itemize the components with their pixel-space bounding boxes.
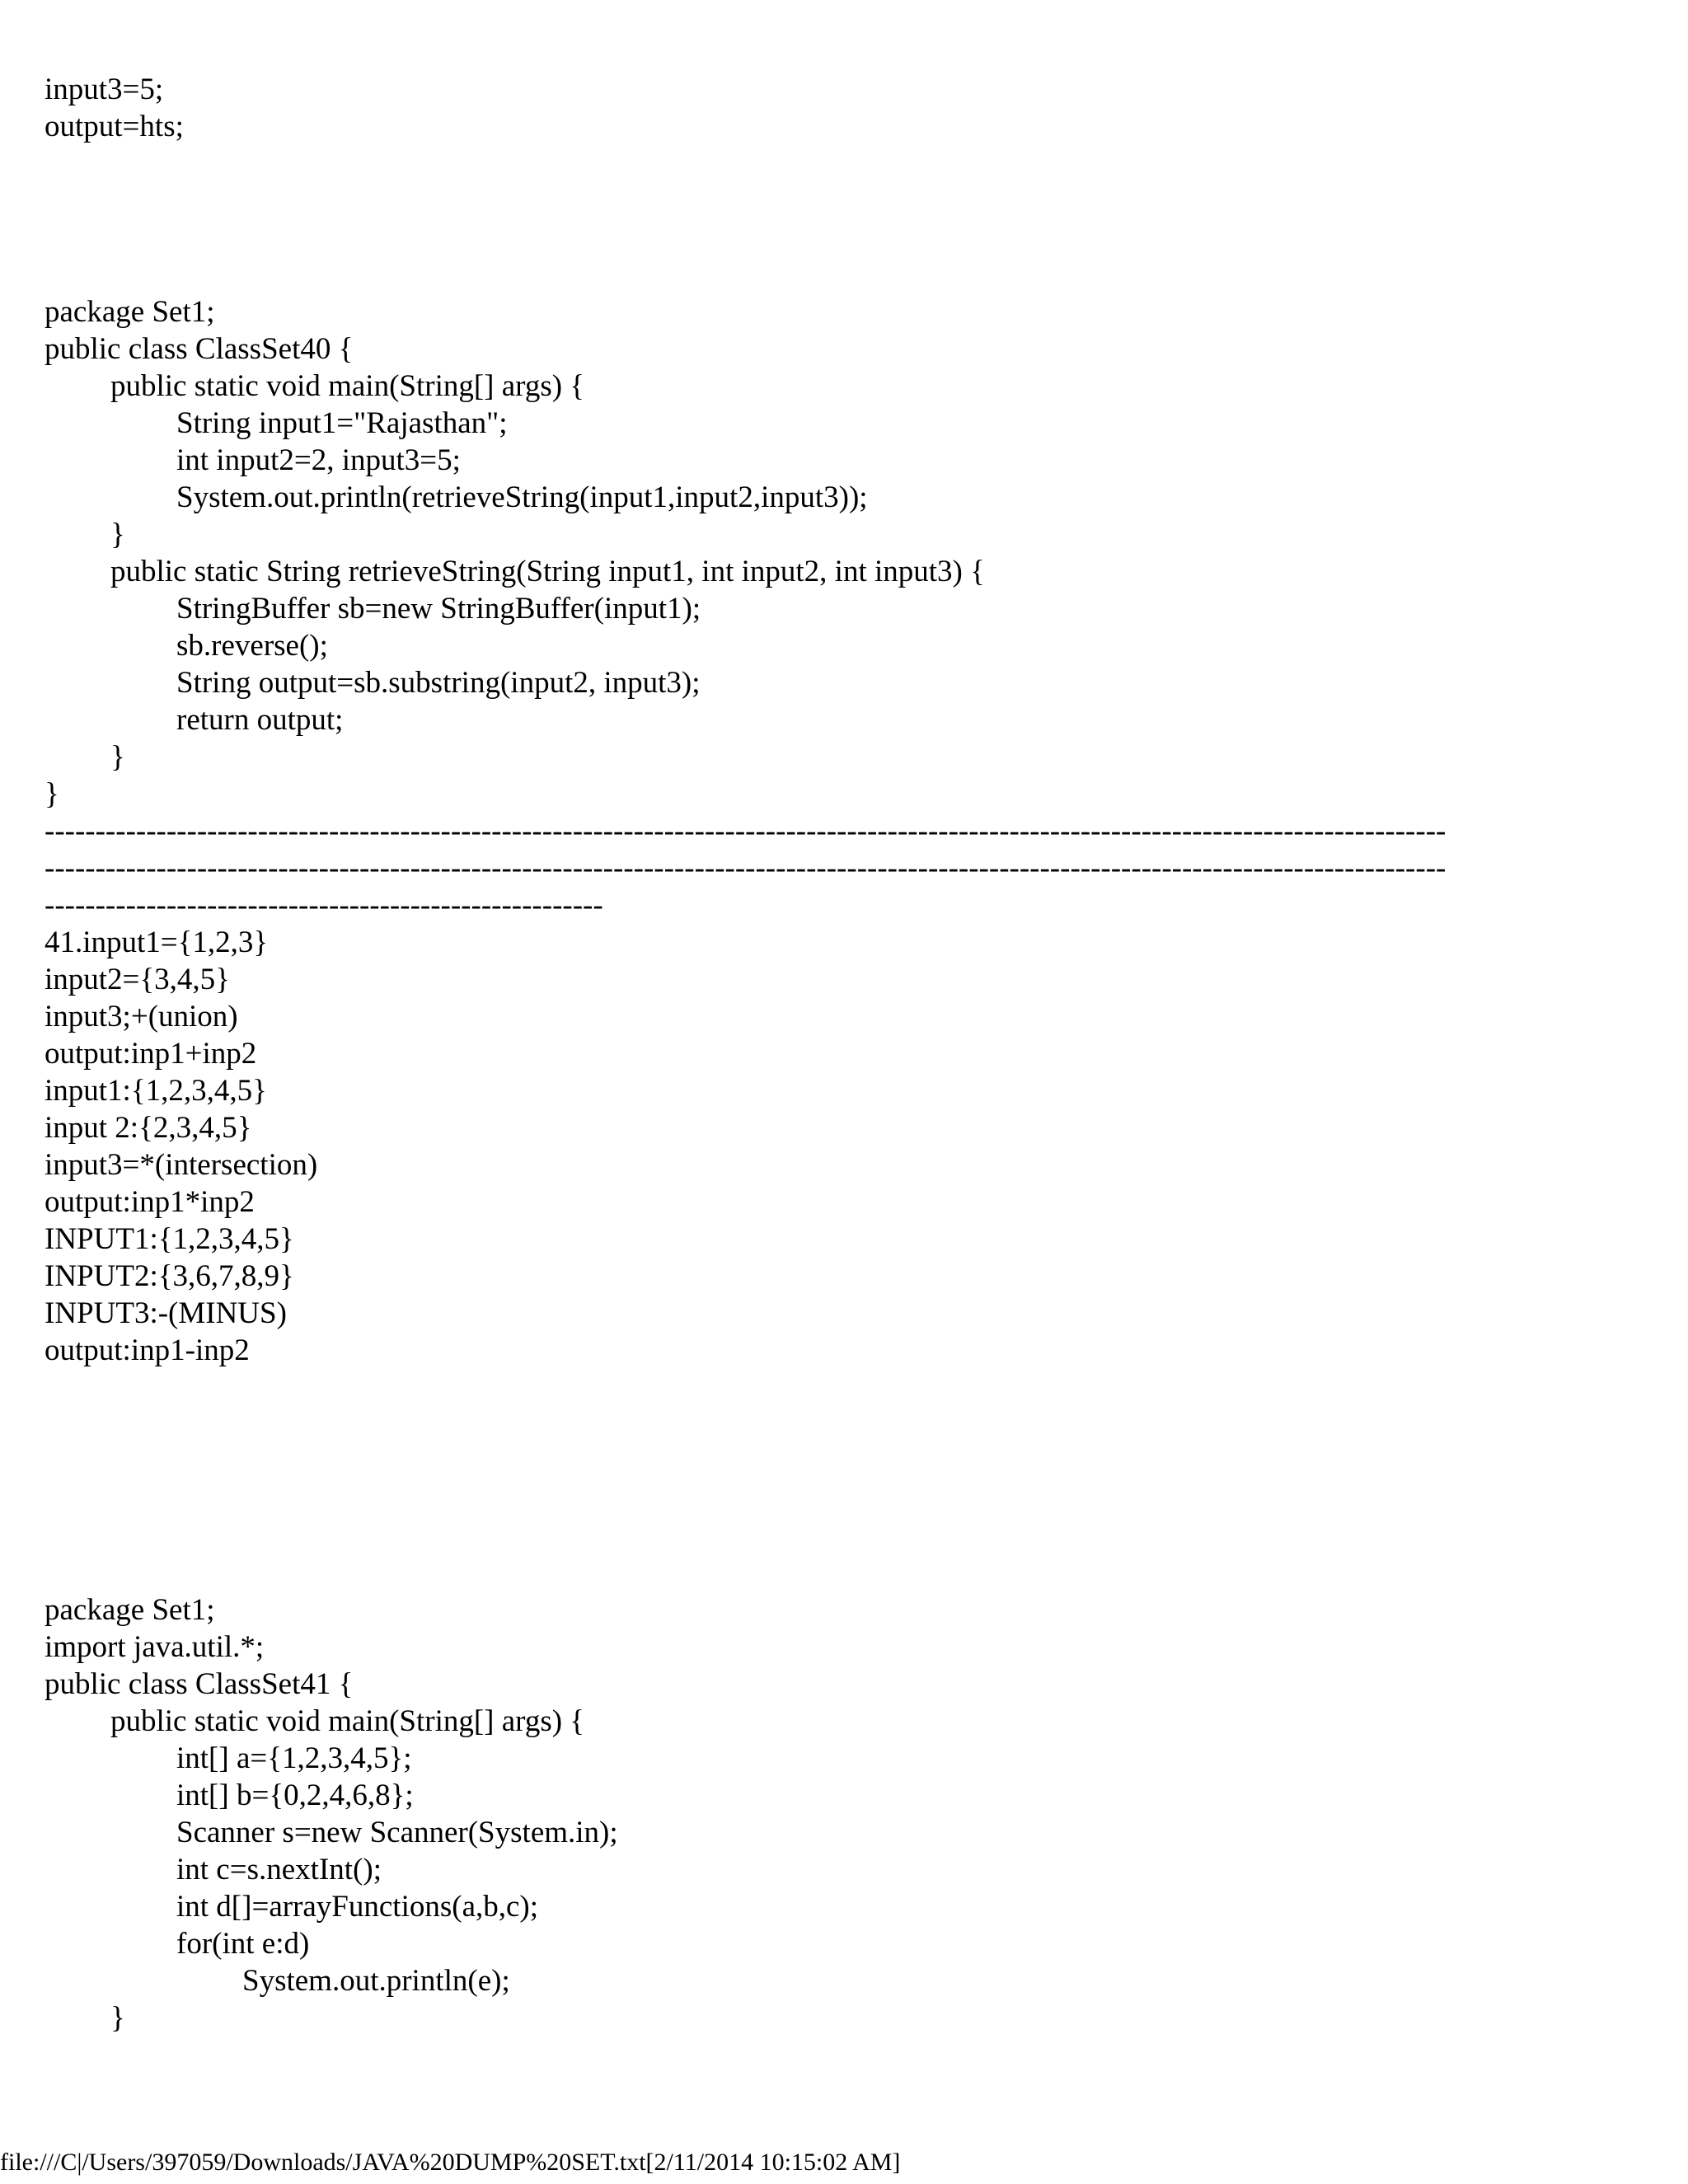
text-line: int input2=2, input3=5;: [176, 443, 461, 477]
text-line: String output=sb.substring(input2, input3);: [176, 666, 701, 700]
text-line: }: [110, 2001, 125, 2035]
text-line: 41.input1={1,2,3}: [45, 926, 269, 959]
blank-line: [45, 182, 1660, 219]
text-line: input3;+(union): [45, 1000, 238, 1033]
blank-line: [45, 1480, 1660, 1517]
text-line: Scanner s=new Scanner(System.in);: [176, 1816, 618, 1849]
separator-line: ------------------------------------------------------------------------------------------------------------------------------------------: [45, 814, 1447, 848]
separator-line: -------------------------------------------------------: [45, 888, 603, 922]
text-line: input3=*(intersection): [45, 1148, 318, 1182]
document-body: [45, 71, 1660, 2036]
text-line: public static void main(String[] args) {: [110, 1704, 585, 1738]
text-line: System.out.println(e);: [242, 1964, 510, 1998]
text-line: public static String retrieveString(String input1, int input2, int input3) {: [110, 555, 985, 588]
text-line: public static void main(String[] args) {: [110, 369, 585, 403]
text-line: input3=5;: [45, 73, 164, 106]
text-line: System.out.println(retrieveString(input1,input2,input3));: [176, 480, 868, 514]
print-footer: file:///C|/Users/397059/Downloads/JAVA%20DUMP%20SET.txt[2/11/2014 10:15:02 AM]: [0, 2149, 901, 2176]
blank-line: [45, 1554, 1660, 1591]
text-line: int d[]=arrayFunctions(a,b,c);: [176, 1890, 539, 1924]
text-line: input 2:{2,3,4,5}: [45, 1111, 252, 1145]
text-line: for(int e:d): [176, 1927, 310, 1961]
text-line: int[] a={1,2,3,4,5};: [176, 1741, 412, 1775]
text-line: INPUT3:-(MINUS): [45, 1296, 287, 1330]
text-line: input2={3,4,5}: [45, 963, 230, 996]
text-line: int[] b={0,2,4,6,8};: [176, 1779, 414, 1812]
text-line: INPUT1:{1,2,3,4,5}: [45, 1222, 294, 1256]
blank-line: [45, 145, 1660, 182]
blank-line: [45, 1517, 1660, 1554]
text-line: output:inp1*inp2: [45, 1185, 255, 1219]
blank-line: [45, 1443, 1660, 1480]
text-line: output:inp1-inp2: [45, 1333, 250, 1367]
text-line: StringBuffer sb=new StringBuffer(input1);: [176, 592, 701, 626]
text-line: output=hts;: [45, 110, 184, 143]
text-line: public class ClassSet40 {: [45, 332, 354, 366]
text-line: }: [110, 518, 125, 551]
text-line: INPUT2:{3,6,7,8,9}: [45, 1259, 294, 1293]
text-line: int c=s.nextInt();: [176, 1853, 382, 1886]
text-line: String input1="Rajasthan";: [176, 406, 508, 440]
text-line: }: [110, 740, 125, 774]
text-line: import java.util.*;: [45, 1630, 265, 1664]
text-line: sb.reverse();: [176, 629, 328, 663]
text-line: public class ClassSet41 {: [45, 1667, 354, 1701]
blank-line: [45, 1369, 1660, 1406]
blank-line: [45, 219, 1660, 256]
blank-line: [45, 256, 1660, 293]
text-line: input1:{1,2,3,4,5}: [45, 1074, 267, 1108]
text-line: return output;: [176, 703, 344, 737]
text-line: output:inp1+inp2: [45, 1037, 257, 1071]
text-line: package Set1;: [45, 1593, 215, 1627]
separator-line: ------------------------------------------------------------------------------------------------------------------------------------------: [45, 851, 1447, 885]
blank-line: [45, 1406, 1660, 1443]
text-line: }: [45, 777, 59, 811]
text-line: package Set1;: [45, 295, 215, 329]
